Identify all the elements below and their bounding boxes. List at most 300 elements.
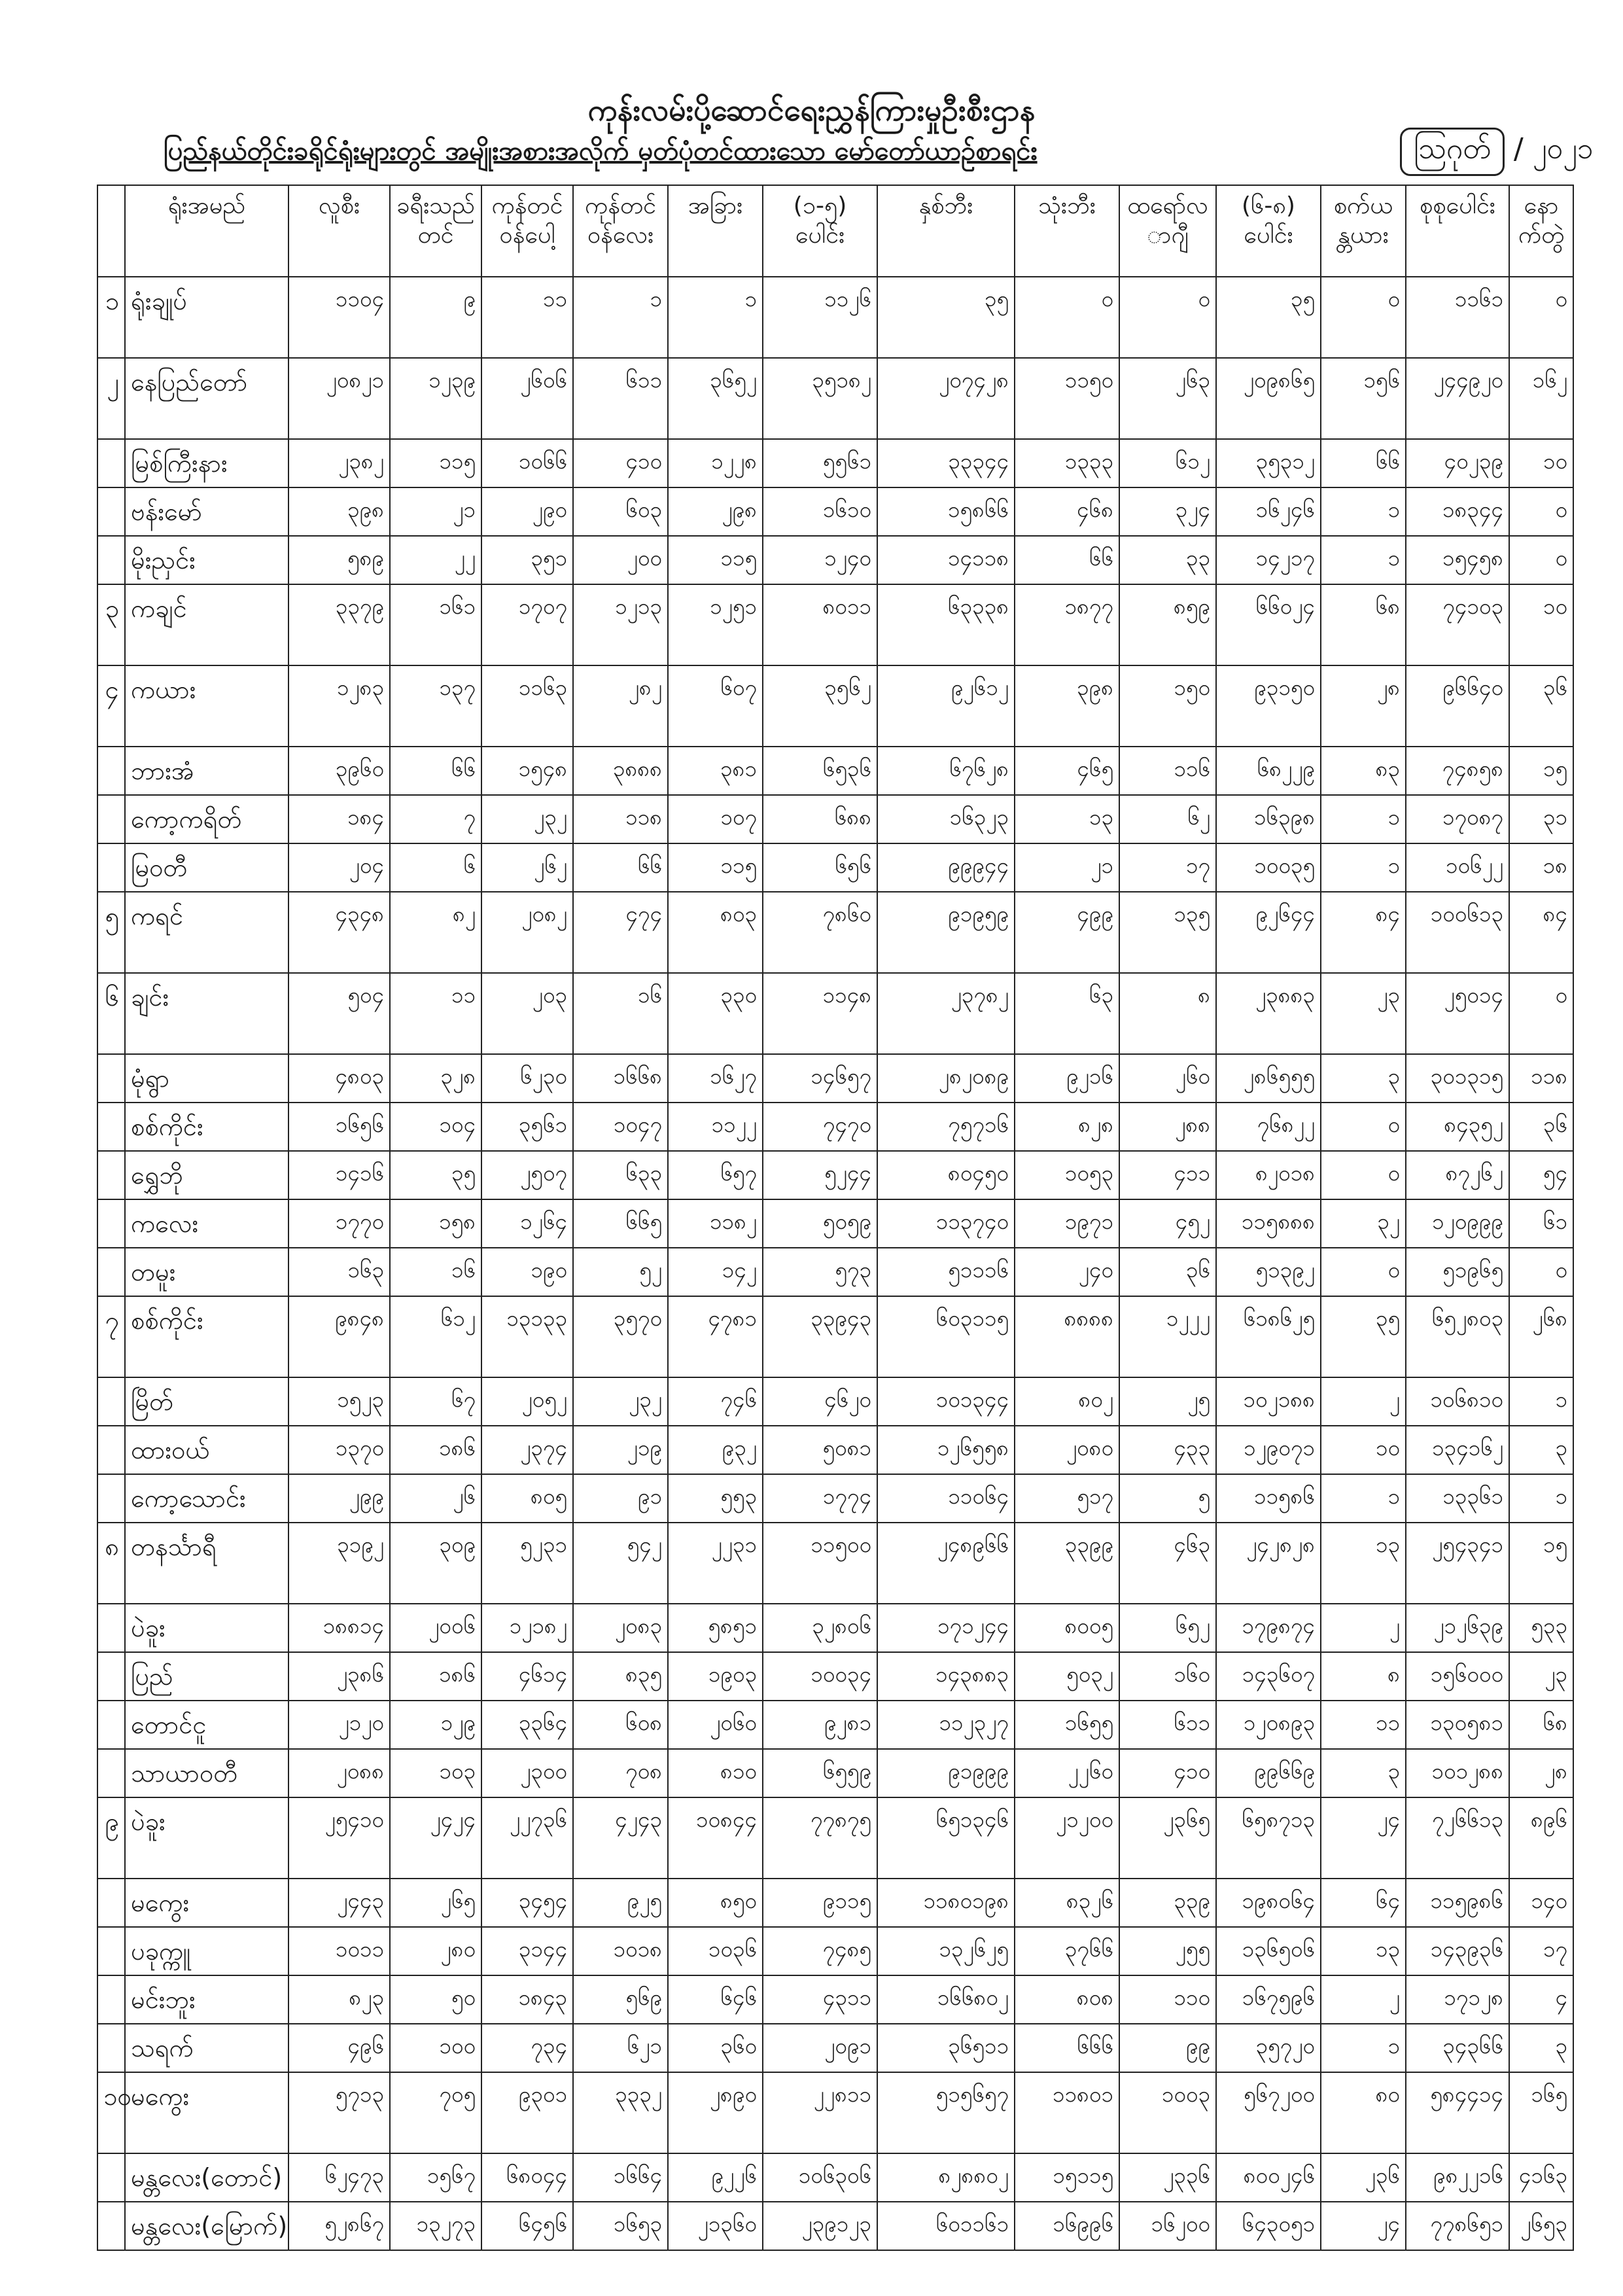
office-name-cell: မိုးညှင်း	[125, 536, 288, 584]
count-cell: ၂၅၀၁၄	[1406, 973, 1509, 1054]
count-cell: ၁၀၅၃	[1015, 1151, 1119, 1199]
count-cell: ၆၂၃၀	[481, 1054, 573, 1103]
count-cell: ၂၄၂၈၂၈	[1216, 1523, 1321, 1604]
count-cell: ၁၈၆	[390, 1652, 481, 1701]
count-cell: ၂၃၈၆	[288, 1652, 390, 1701]
count-cell: ၄၇၄	[573, 892, 668, 973]
table-row	[97, 1749, 1573, 1797]
count-cell: ၅	[1119, 1474, 1216, 1523]
count-cell: ၆၀၁၁၆၁	[877, 2202, 1015, 2250]
count-cell: ၆၇၆၂၈	[877, 747, 1015, 795]
office-name-cell: ပဲခူး	[125, 1797, 288, 1879]
row-serial-number	[97, 747, 125, 795]
row-serial-number: ၆	[97, 973, 125, 1054]
count-cell: ၉၉၉၄၄	[877, 843, 1015, 892]
count-cell: ၂၃၇၈၂	[877, 973, 1015, 1054]
count-cell: ၁၁၂၂	[668, 1103, 763, 1151]
table-row	[97, 2153, 1573, 2202]
office-name-cell: မန္တလေး(မြောက်)	[125, 2202, 288, 2250]
count-cell: ၉၉၆၆၉	[1216, 1749, 1321, 1797]
count-cell: ၉၃၁၅၀	[1216, 665, 1321, 747]
count-cell: ၄၁၀	[1119, 1749, 1216, 1797]
count-cell: ၄၇၈၁	[668, 1296, 763, 1377]
count-cell: ၅၂	[573, 1248, 668, 1296]
count-cell: ၆၃၃၃၈	[877, 584, 1015, 665]
row-serial-number	[97, 1975, 125, 2024]
count-cell: ၄၅၂	[1119, 1199, 1216, 1248]
count-cell: ၁၅၈၆၆	[877, 487, 1015, 536]
table-row	[97, 2072, 1573, 2153]
count-cell: ၉၂၂၆	[668, 2153, 763, 2202]
count-cell: ၃၄၃၆၆	[1406, 2024, 1509, 2072]
count-cell: ၄၀၂၃၉	[1406, 439, 1509, 487]
table-row	[97, 536, 1573, 584]
count-cell: ၂၅	[1119, 1377, 1216, 1426]
count-cell: ၁၆	[573, 973, 668, 1054]
count-cell: ၁၀၀၃	[1119, 2072, 1216, 2153]
count-cell: ၁၆၁	[390, 584, 481, 665]
count-cell: ၆၄၅၆	[481, 2202, 573, 2250]
count-cell: ၀	[1509, 487, 1573, 536]
count-cell: ၂၉၈	[668, 487, 763, 536]
count-cell: ၁၂၀၉၉၉	[1406, 1199, 1509, 1248]
count-cell: ၂၃၃၆	[1119, 2153, 1216, 2202]
count-cell: ၂၂၇၃၆	[481, 1797, 573, 1879]
count-cell: ၂၉၉	[288, 1474, 390, 1523]
count-cell: ၈၀၃	[668, 892, 763, 973]
count-cell: ၈၂၃	[288, 1975, 390, 2024]
count-cell: ၁၈၇၇	[1015, 584, 1119, 665]
count-cell: ၆၆၀၂၄	[1216, 584, 1321, 665]
count-cell: ၅၈၉	[288, 536, 390, 584]
count-cell: ၁၀၃	[390, 1749, 481, 1797]
office-name-cell: မြဝတီ	[125, 843, 288, 892]
count-cell: ၇၆၈၂၂	[1216, 1103, 1321, 1151]
office-name-cell: တောင်ငူ	[125, 1701, 288, 1749]
count-cell: ၃၂၄	[1119, 487, 1216, 536]
page-title: ကုန်းလမ်းပို့ဆောင်ရေးညွှန်ကြားမှုဦးစီးဌာန	[587, 92, 1036, 128]
count-cell: ၂	[1321, 1975, 1406, 2024]
count-cell: ၇၀၅	[390, 2072, 481, 2153]
count-cell: ၁၅	[1509, 747, 1573, 795]
count-cell: ၁၇၇၄	[763, 1474, 877, 1523]
count-cell: ၆၆၆	[1015, 2024, 1119, 2072]
count-cell: ၉၃၂	[668, 1426, 763, 1474]
count-cell: ၂၄၄၃	[288, 1879, 390, 1927]
office-name-cell: တနင်္သာရီ	[125, 1523, 288, 1604]
count-cell: ၆၅၂၈၀၃	[1406, 1296, 1509, 1377]
row-serial-number	[97, 1701, 125, 1749]
count-cell: ၁၄၃၆၀၇	[1216, 1652, 1321, 1701]
count-cell: ၂၂၃၁	[668, 1523, 763, 1604]
count-cell: ၁၆၃၂၃	[877, 795, 1015, 843]
office-name-cell: ပြည်	[125, 1652, 288, 1701]
count-cell: ၁၁၀၄	[288, 277, 390, 358]
row-serial-number	[97, 1054, 125, 1103]
count-cell: ၁၈၄၃	[481, 1975, 573, 2024]
count-cell: ၃၆၀	[668, 2024, 763, 2072]
count-cell: ၁	[1321, 795, 1406, 843]
count-cell: ၈၃၅	[573, 1652, 668, 1701]
count-cell: ၃၆	[1119, 1248, 1216, 1296]
count-cell: ၁၁၅၉၈၆	[1406, 1879, 1509, 1927]
count-cell: ၂၀၉၁	[763, 2024, 877, 2072]
count-cell: ၆၂၄၇၃	[288, 2153, 390, 2202]
count-cell: ၂၁၂၀	[288, 1701, 390, 1749]
count-cell: ၃၉၈	[288, 487, 390, 536]
count-cell: ၅၁၁၁၆	[877, 1248, 1015, 1296]
count-cell: ၃၅၁၈၂	[763, 358, 877, 439]
count-cell: ၄၃၄၈	[288, 892, 390, 973]
count-cell: ၁၀	[1509, 584, 1573, 665]
row-serial-number: ၁	[97, 277, 125, 358]
count-cell: ၁၆၆၈	[573, 1054, 668, 1103]
table-row	[97, 1296, 1573, 1377]
count-cell: ၁၂၆၅၅၈	[877, 1426, 1015, 1474]
count-cell: ၃၂၈	[390, 1054, 481, 1103]
count-cell: ၀	[1509, 536, 1573, 584]
row-serial-number: ၃	[97, 584, 125, 665]
count-cell: ၃၁	[1509, 795, 1573, 843]
count-cell: ၁၆၃၉၈	[1216, 795, 1321, 843]
count-cell: ၈၀၄၅၀	[877, 1151, 1015, 1199]
count-cell: ၄	[1509, 1975, 1573, 2024]
count-cell: ၉၂၅	[573, 1879, 668, 1927]
count-cell: ၁၄၁၆	[288, 1151, 390, 1199]
count-cell: ၆၅၂	[1119, 1604, 1216, 1652]
count-cell: ၃	[1321, 1054, 1406, 1103]
count-cell: ၂၃၂	[573, 1377, 668, 1426]
count-cell: ၁၁၆	[1119, 747, 1216, 795]
count-cell: ၆၁၈၆၂၅	[1216, 1296, 1321, 1377]
count-cell: ၂၃၈၂	[288, 439, 390, 487]
vehicle-registration-table	[97, 185, 1574, 2251]
count-cell: ၈၀၂	[1015, 1377, 1119, 1426]
count-cell: ၂	[1321, 1377, 1406, 1426]
count-cell: ၅၀၃၂	[1015, 1652, 1119, 1701]
count-cell: ၁၉၇၁	[1015, 1199, 1119, 1248]
count-cell: ၁၆၂၇	[668, 1054, 763, 1103]
count-cell: ၃၆၅၂	[668, 358, 763, 439]
count-cell: ၂၈၂၀၈၉	[877, 1054, 1015, 1103]
count-cell: ၁၀၆၆	[481, 439, 573, 487]
count-cell: ၆၂၁	[573, 2024, 668, 2072]
table-row	[97, 1248, 1573, 1296]
count-cell: ၃၅	[1321, 1296, 1406, 1377]
count-cell: ၃၃	[1119, 536, 1216, 584]
count-cell: ၁	[1321, 536, 1406, 584]
count-cell: ၂၈၂	[573, 665, 668, 747]
row-serial-number	[97, 439, 125, 487]
count-cell: ၇၄၈၅	[763, 1927, 877, 1975]
office-name-cell: ကော့သောင်း	[125, 1474, 288, 1523]
count-cell: ၆၈	[1321, 584, 1406, 665]
count-cell: ၃၅၇၂၀	[1216, 2024, 1321, 2072]
count-cell: ၅၀၄	[288, 973, 390, 1054]
count-cell: ၈၄	[1321, 892, 1406, 973]
count-cell: ၁၃၅	[1119, 892, 1216, 973]
count-cell: ၁	[1321, 1474, 1406, 1523]
column-header: ကုန်တင် ဝန်ပေါ့	[481, 185, 573, 277]
count-cell: ၁၂၉၀၇၁	[1216, 1426, 1321, 1474]
count-cell: ၆၄၃၀၅၁	[1216, 2202, 1321, 2250]
count-cell: ၄၁၀	[573, 439, 668, 487]
count-cell: ၀	[1509, 1248, 1573, 1296]
count-cell: ၄၂၄၃	[573, 1797, 668, 1879]
count-cell: ၆၀၈	[573, 1701, 668, 1749]
count-cell: ၁၃၃၆၁	[1406, 1474, 1509, 1523]
table-row	[97, 358, 1573, 439]
row-serial-number	[97, 1199, 125, 1248]
column-header: နော က်တွဲ	[1509, 185, 1573, 277]
count-cell: ၆၆	[573, 843, 668, 892]
office-name-cell: ကလေး	[125, 1199, 288, 1248]
count-cell: ၁၀၁၁	[288, 1927, 390, 1975]
count-cell: ၇၄၇၀	[763, 1103, 877, 1151]
row-serial-number	[97, 1103, 125, 1151]
count-cell: ၁၅၄၈	[481, 747, 573, 795]
count-cell: ၁	[1321, 487, 1406, 536]
count-cell: ၄၁၁	[1119, 1151, 1216, 1199]
count-cell: ၃၅၇၀	[573, 1296, 668, 1377]
count-cell: ၁၃	[1015, 795, 1119, 843]
count-cell: ၆၅၈၇၁၃	[1216, 1797, 1321, 1879]
count-cell: ၂၃၈၈၃	[1216, 973, 1321, 1054]
count-cell: ၁၇၉၈၇၄	[1216, 1604, 1321, 1652]
count-cell: ၅၁၅၆၅၇	[877, 2072, 1015, 2153]
count-cell: ၁၀၆၈၁၀	[1406, 1377, 1509, 1426]
count-cell: ၀	[1119, 277, 1216, 358]
count-cell: ၃	[1509, 1426, 1573, 1474]
count-cell: ၁၄၃၈၈၃	[877, 1652, 1015, 1701]
table-row	[97, 1151, 1573, 1199]
count-cell: ၈	[1119, 973, 1216, 1054]
count-cell: ၁၀၀၃၅	[1216, 843, 1321, 892]
office-name-cell: နေပြည်တော်	[125, 358, 288, 439]
count-cell: ၂၁၂၀၀	[1015, 1797, 1119, 1879]
count-cell: ၈၂၈	[1015, 1103, 1119, 1151]
column-header-sn	[97, 185, 125, 277]
count-cell: ၁၆၃	[288, 1248, 390, 1296]
count-cell: ၁၉၀	[481, 1248, 573, 1296]
count-cell: ၁	[1509, 1474, 1573, 1523]
count-cell: ၆၅၃၆	[763, 747, 877, 795]
count-cell: ၉၁၁၅	[763, 1879, 877, 1927]
count-cell: ၃၅၆၁	[481, 1103, 573, 1151]
table-row	[97, 1054, 1573, 1103]
count-cell: ၃၅	[877, 277, 1015, 358]
table-row	[97, 843, 1573, 892]
count-cell: ၅၆၉	[573, 1975, 668, 2024]
count-cell: ၃၉၈	[1015, 665, 1119, 747]
count-cell: ၂၁၉	[573, 1426, 668, 1474]
count-cell: ၂၆၅၃	[1509, 2202, 1573, 2250]
table-row	[97, 1604, 1573, 1652]
count-cell: ၁၅၀	[1119, 665, 1216, 747]
count-cell: ၁၈၈၁၄	[288, 1604, 390, 1652]
page-subtitle: ပြည်နယ်တိုင်းခရိုင်ရုံးများတွင် အမျိုးအစားအလိုက် မှတ်ပုံတင်ထားသော မော်တော်ယာဉ်စာရင်း	[164, 136, 1038, 166]
count-cell: ၁၂၉	[390, 1701, 481, 1749]
count-cell: ၂၂၈၁၁	[763, 2072, 877, 2153]
count-cell: ၅၁၃၉၂	[1216, 1248, 1321, 1296]
count-cell: ၁၆၆၈၀၂	[877, 1975, 1015, 2024]
count-cell: ၁၈၆	[390, 1426, 481, 1474]
count-cell: ၇၈၆၀	[763, 892, 877, 973]
count-cell: ၃၆	[1509, 665, 1573, 747]
count-cell: ၁၀၆၃၀၆	[763, 2153, 877, 2202]
count-cell: ၁၄၆၅၇	[763, 1054, 877, 1103]
row-serial-number: ၉	[97, 1797, 125, 1879]
row-serial-number	[97, 1604, 125, 1652]
row-serial-number	[97, 843, 125, 892]
count-cell: ၆၆၅	[573, 1199, 668, 1248]
count-cell: ၂၃၇၄	[481, 1426, 573, 1474]
count-cell: ၆၃	[1015, 973, 1119, 1054]
count-cell: ၄၆၂၀	[763, 1377, 877, 1426]
count-cell: ၆၃၃	[573, 1151, 668, 1199]
count-cell: ၃၅၆၂	[763, 665, 877, 747]
office-name-cell: ပခုက္ကူ	[125, 1927, 288, 1975]
count-cell: ၄၆၈	[1015, 487, 1119, 536]
count-cell: ၂၈၈	[1119, 1103, 1216, 1151]
count-cell: ၁၃၄၁၆၂	[1406, 1426, 1509, 1474]
row-serial-number	[97, 1879, 125, 1927]
count-cell: ၁၂၃၉	[390, 358, 481, 439]
count-cell: ၆၁၂	[1119, 439, 1216, 487]
count-cell: ၉၁	[573, 1474, 668, 1523]
row-serial-number: ၈	[97, 1523, 125, 1604]
count-cell: ၂၆	[390, 1474, 481, 1523]
count-cell: ၂၀၈၀	[1015, 1426, 1119, 1474]
count-cell: ၃၅၁	[481, 536, 573, 584]
count-cell: ၁၁၄၈	[763, 973, 877, 1054]
count-cell: ၀	[1321, 1151, 1406, 1199]
row-serial-number	[97, 1248, 125, 1296]
count-cell: ၂၅၄၁၀	[288, 1797, 390, 1879]
count-cell: ၁၀၂၁၈၈	[1216, 1377, 1321, 1426]
count-cell: ၉	[390, 277, 481, 358]
count-cell: ၂၈၉၀	[668, 2072, 763, 2153]
count-cell: ၁၃၇	[390, 665, 481, 747]
count-cell: ၇၀၈	[573, 1749, 668, 1797]
count-cell: ၀	[1321, 277, 1406, 358]
count-cell: ၃၃၉၉	[1015, 1523, 1119, 1604]
count-cell: ၁၇	[1119, 843, 1216, 892]
row-serial-number	[97, 1927, 125, 1975]
count-cell: ၂၁၂၆၃၉	[1406, 1604, 1509, 1652]
column-header: ရုံးအမည်	[125, 185, 288, 277]
count-cell: ၂	[1321, 1604, 1406, 1652]
count-cell: ၄၆၅	[1015, 747, 1119, 795]
count-cell: ၁၀၀၆၁၃	[1406, 892, 1509, 973]
count-cell: ၂၈၀	[390, 1927, 481, 1975]
count-cell: ၆၁	[1509, 1199, 1573, 1248]
count-cell: ၁၅၂၃	[288, 1377, 390, 1426]
office-name-cell: မန္တလေး(တောင်)	[125, 2153, 288, 2202]
count-cell: ၆၆	[1321, 439, 1406, 487]
column-header: (၁-၅) ပေါင်း	[763, 185, 877, 277]
column-header: နှစ်ဘီး	[877, 185, 1015, 277]
office-name-cell: စစ်ကိုင်း	[125, 1103, 288, 1151]
office-name-cell: မြစ်ကြီးနား	[125, 439, 288, 487]
count-cell: ၈၀၅	[481, 1474, 573, 1523]
office-name-cell: ချင်း	[125, 973, 288, 1054]
column-header: အခြား	[668, 185, 763, 277]
count-cell: ၂၂	[390, 536, 481, 584]
count-cell: ၃၃၉၄၃	[763, 1296, 877, 1377]
count-cell: ၁၆၂	[1509, 358, 1573, 439]
count-cell: ၅၆၇၂၀၀	[1216, 2072, 1321, 2153]
count-cell: ၃၁၄၄	[481, 1927, 573, 1975]
count-cell: ၃၄၅၄	[481, 1879, 573, 1927]
row-serial-number	[97, 1377, 125, 1426]
count-cell: ၂၀၆၀	[668, 1701, 763, 1749]
count-cell: ၁၅၆၀၀၀	[1406, 1652, 1509, 1701]
count-cell: ၂၃	[1321, 973, 1406, 1054]
count-cell: ၉၁၉၉၉	[877, 1749, 1015, 1797]
count-cell: ၁၂၂၈	[668, 439, 763, 487]
count-cell: ၄၈၀၃	[288, 1054, 390, 1103]
office-name-cell: သရက်	[125, 2024, 288, 2072]
count-cell: ၁၆၂၄၆	[1216, 487, 1321, 536]
count-cell: ၁၀၈၄၄	[668, 1797, 763, 1879]
count-cell: ၆၄	[1321, 1879, 1406, 1927]
count-cell: ၂၈၆၅၅၅	[1216, 1054, 1321, 1103]
count-cell: ၁၀၆၂၂	[1406, 843, 1509, 892]
count-cell: ၃၉၆၀	[288, 747, 390, 795]
count-cell: ၁၅၁၁၅	[1015, 2153, 1119, 2202]
count-cell: ၈၄၃၅၂	[1406, 1103, 1509, 1151]
count-cell: ၂၁	[1015, 843, 1119, 892]
count-cell: ၃	[1509, 2024, 1573, 2072]
count-cell: ၁၆၅	[1509, 2072, 1573, 2153]
count-cell: ၃၅	[390, 1151, 481, 1199]
table-row	[97, 1474, 1573, 1523]
office-name-cell: မင်းဘူး	[125, 1975, 288, 2024]
count-cell: ၁၅၆	[1321, 358, 1406, 439]
count-cell: ၃၁၉၂	[288, 1523, 390, 1604]
row-serial-number	[97, 1749, 125, 1797]
office-name-cell: ပဲခူး	[125, 1604, 288, 1652]
count-cell: ၉၈၂၂၁၆	[1406, 2153, 1509, 2202]
row-serial-number: ၅	[97, 892, 125, 973]
count-cell: ၁၁၅၈၈၈	[1216, 1199, 1321, 1248]
office-name-cell: တမူး	[125, 1248, 288, 1296]
count-cell: ၈၄	[1509, 892, 1573, 973]
table-row	[97, 795, 1573, 843]
count-cell: ၉၆၆၄၀	[1406, 665, 1509, 747]
count-cell: ၂၄	[1321, 2202, 1406, 2250]
count-cell: ၇၃၄	[481, 2024, 573, 2072]
table-row	[97, 973, 1573, 1054]
count-cell: ၆၁၁	[1119, 1701, 1216, 1749]
office-name-cell: မြိတ်	[125, 1377, 288, 1426]
count-cell: ၁၁	[1321, 1701, 1406, 1749]
count-cell: ၁၁၈	[573, 795, 668, 843]
count-cell: ၈၂၀၁၈	[1216, 1151, 1321, 1199]
row-serial-number: ၄	[97, 665, 125, 747]
count-cell: ၁၃၂၇၃	[390, 2202, 481, 2250]
count-cell: ၁၂၅၁	[668, 584, 763, 665]
table-header-row	[97, 185, 1573, 277]
office-name-cell: ဗန်းမော်	[125, 487, 288, 536]
count-cell: ၆၂	[1119, 795, 1216, 843]
table-row	[97, 1523, 1573, 1604]
period-year: / ၂၀၂၁	[1513, 132, 1594, 166]
table-row	[97, 1879, 1573, 1927]
table-row	[97, 277, 1573, 358]
table-row	[97, 1927, 1573, 1975]
